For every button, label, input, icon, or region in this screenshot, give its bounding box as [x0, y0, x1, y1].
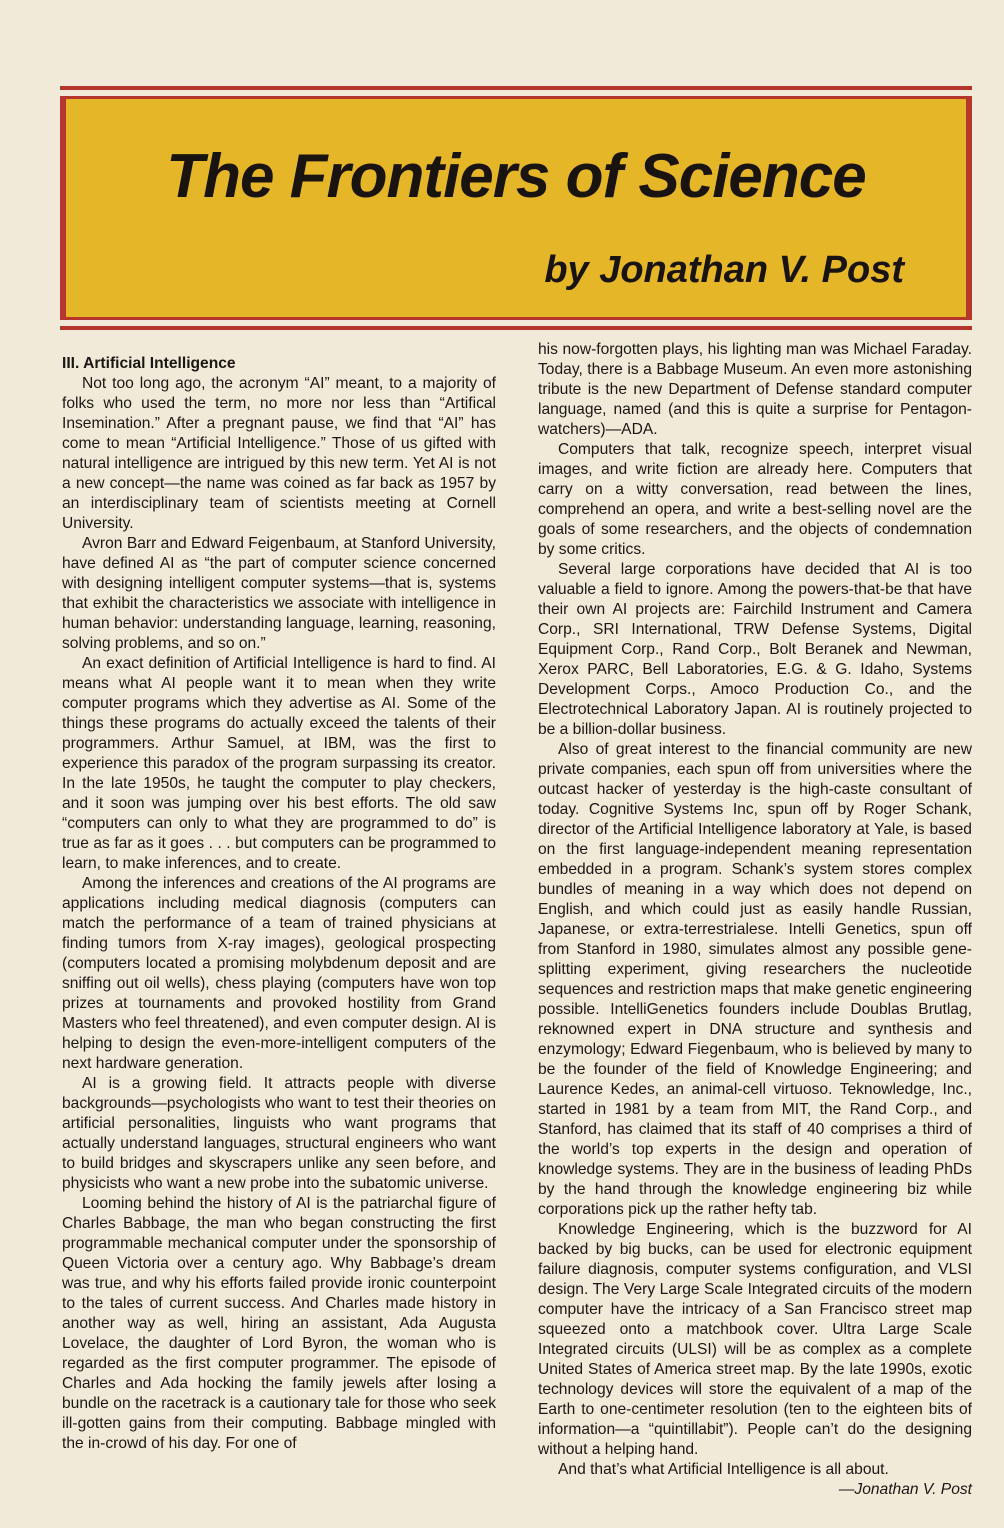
- paragraph: Several large corporations have decided that AI is too valuable a field to ignore. Among the powers-that-be that have their own AI projects are: Fairchild Instrument and Camera Corp., SRI International, TRW Defense Systems, Digital Equipment Corp., Rand Corp., Bolt Beranek and Newman, Xerox PARC, Bell Laboratories, E.G. & G. Idaho, Systems Development Corps., Amoco Production Co., and the Electrotechnical Laboratory Japan. AI is routinely projected to be a billion-dollar business.: [538, 561, 972, 738]
- paragraph: An exact definition of Artificial Intelligence is hard to find. AI means what AI people want it to mean when they write computer programs which they advertise as AI. Some of the things these programs do actually exceed the talents of their programmers. Arthur Samuel, at IBM, was the first to experience this paradox of the program surpassing its creator. In the late 1950s, he taught the computer to play checkers, and it soon was jumping over his best efforts. The old saw “computers can only to what they are programmed to do” is true as far as it goes . . . but computers can be programmed to learn, to make inferences, and to create.: [62, 655, 496, 872]
- paragraph: Among the inferences and creations of the AI programs are applications including medical diagnosis (computers can match the performance of a team of trained physicians at finding tumors from X-ray images), geological prospecting (computers located a promising molybdenum deposit and are sniffing out oil wells), chess playing (computers have won top prizes at tournaments and provoked hostility from Grand Masters who feel threatened), and even computer design. AI is helping to design the even-more-intelligent computers of the next hardware generation.: [62, 875, 496, 1072]
- paragraph: Not too long ago, the acronym “AI” meant, to a majority of folks who used the term, no more nor less than “Artifical Insemination.” After a pregnant pause, we find that “AI” has come to mean “Artificial Intelligence.” Those of us gifted with natural intelligence are intrigued by this new term. Yet AI is not a new concept—the name was coined as far back as 1957 by an interdisciplinary team of scientists meeting at Cornell University.: [62, 375, 496, 532]
- paragraph: And that’s what Artificial Intelligence is all about.: [558, 1461, 889, 1478]
- paragraph: Computers that talk, recognize speech, interpret visual images, and write fiction are already here. Computers that carry on a witty conversation, read between the lines, comprehend an opera, and write a best-selling novel are the goals of some researchers, and the objects of condemnation by some critics.: [538, 441, 972, 558]
- paragraph: Also of great interest to the financial community are new private companies, each spun off from universities where the outcast hacker of yesterday is the high-caste consultant of today. Cognitive Systems Inc, spun off by Roger Schank, director of the Artificial Intelligence laboratory at Yale, is based on the first language-independent meaning representation embedded in a program. Schank’s system stores complex bundles of meaning in a way which does not depend on English, and which could just as easily handle Russian, Japanese, or extra-terrestrialese. Intelli Genetics, spun off from Stanford in 1980, simulates almost any possible gene-splitting experiment, giving researchers the nucleotide sequences and restriction maps that make genetic engineering possible. IntelliGenetics founders include Doublas Brutlag, reknowned expert in DNA structure and synthesis and enzymology; Edward Fiegenbaum, who is believed by many to be the founder of the field of Knowledge Engineering; and Laurence Kedes, an animal-cell virtuoso. Teknowledge, Inc., started in 1981 by a team from MIT, the Rand Corp., and Stanford, has claimed that its staff of 40 comprises a third of the world’s top experts in the design and operation of knowledge systems. They are in the business of leading PhDs by the hand through the knowledge engineering biz while corporations pick up the rather hefty tab.: [538, 741, 972, 1218]
- paragraph: AI is a growing field. It attracts people with diverse backgrounds—psychologists who want to test their theories on artificial personalities, linguists who want programs that actually understand languages, structural engineers who want to build bridges and skyscrapers unlike any seen before, and physicists who want a new probe into the subatomic universe.: [62, 1075, 496, 1192]
- byline: by Jonathan V. Post: [544, 249, 904, 291]
- article-column-right: [538, 340, 972, 1500]
- section-heading: III. Artificial Intelligence: [62, 355, 236, 372]
- paragraph: his now-forgotten plays, his lighting man was Michael Faraday. Today, there is a Babbage Museum. An even more astonishing tribute is the new Department of Defense standard computer language, named (and this is quite a surprise for Pentagon-watchers)—ADA.: [538, 341, 972, 438]
- paragraph: Looming behind the history of AI is the patriarchal figure of Charles Babbage, the man who began constructing the first programmable mechanical computer under the sponsorship of Queen Victoria over a century ago. Why Babbage’s dream was true, and why his efforts failed provide ironic counterpoint to the tales of current success. And Charles made history in another way as well, hiring an assistant, Ada Augusta Lovelace, the daughter of Lord Byron, the woman who is regarded as the first computer programmer. The episode of Charles and Ada hocking the family jewels after losing a bundle on the racetrack is a cautionary tale for those who seek ill-gotten gains from their computing. Babbage mingled with the in-crowd of his day. For one of: [62, 1195, 496, 1452]
- signature: —Jonathan V. Post: [838, 1481, 972, 1498]
- paragraph: Avron Barr and Edward Feigenbaum, at Stanford University, have defined AI as “the part of computer science concerned with designing intelligent computer systems—that is, systems that exhibit the characteristics we associate with intelligence in human behavior: understanding language, learning, reasoning, solving problems, and so on.”: [62, 535, 496, 652]
- title-banner-panel: [60, 96, 972, 320]
- paragraph: Knowledge Engineering, which is the buzzword for AI backed by big bucks, can be used for electronic equipment failure diagnosis, computer systems configuration, and VLSI design. The Very Large Scale Integrated circuits of the modern computer have the intricacy of a San Francisco street map squeezed onto a matchbook cover. Ultra Large Scale Integrated circuits (ULSI) will be as complex as a complete United States of America street map. By the late 1990s, exotic technology devices will store the equivalent of a map of the Earth to one-centimeter resolution (ten to the eighteen bits of information—a “quintillabit”). People can’t do the designing without a helping hand.: [538, 1221, 972, 1458]
- article-column-left: [62, 354, 496, 1454]
- title-banner: [60, 86, 972, 330]
- page-title: The Frontiers of Science: [166, 142, 866, 211]
